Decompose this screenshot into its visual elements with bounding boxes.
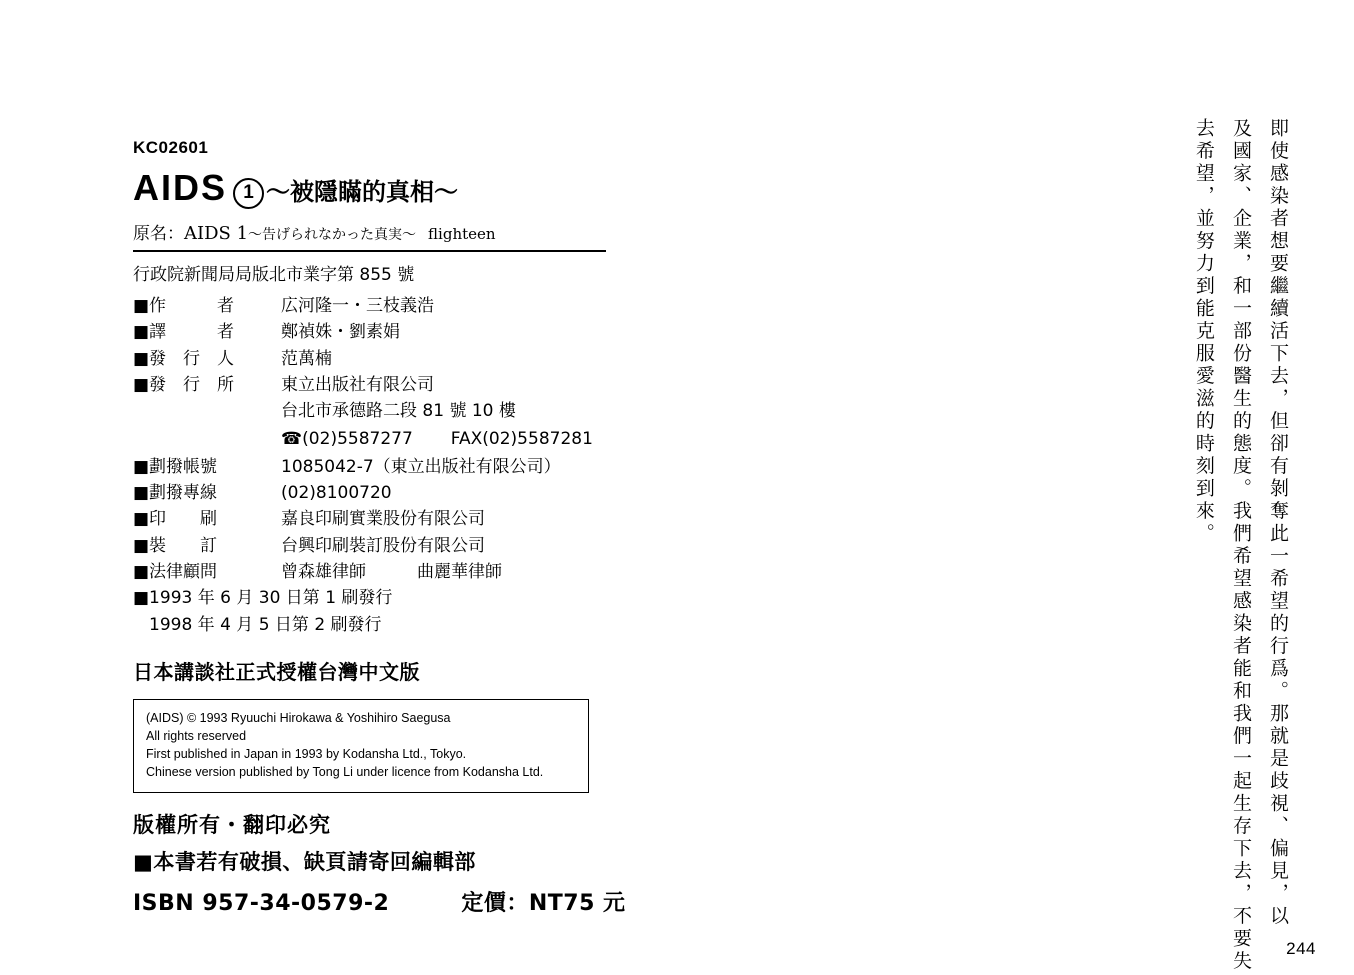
afterword-column: 即使感染者想要繼續活下去，但卻有剝奪此一希望的行爲。那就是歧視、偏見，以	[1267, 118, 1289, 928]
credit-row	[133, 346, 753, 372]
price-value: 定價：NT75 元	[461, 890, 626, 916]
phone-number: ☎(02)5587277	[281, 428, 413, 449]
page-number: 244	[1286, 939, 1316, 958]
credit-value: 1085042-7（東立出版社有限公司）	[281, 456, 561, 477]
copyright-line: Chinese version published by Tong Li under licence from Kodansha Ltd.	[146, 765, 544, 780]
publisher-contact	[281, 425, 753, 454]
book-title-main: AIDS	[133, 167, 228, 208]
credit-row	[133, 319, 753, 345]
credit-value: 嘉良印刷實業股份有限公司	[281, 509, 485, 530]
volume-number-badge: 1	[233, 178, 264, 209]
fax-number: FAX(02)5587281	[450, 428, 593, 449]
second-printing-date: 1998 年 4 月 5 日第 2 刷發行	[149, 614, 382, 635]
original-title-extra: flighteen	[428, 225, 496, 243]
credit-label: ■譯 者	[133, 322, 235, 343]
credit-row	[133, 533, 753, 559]
colophon-block	[133, 138, 753, 917]
isbn-value: ISBN 957-34-0579-2	[133, 890, 390, 916]
credit-label: ■法律顧問	[133, 561, 218, 582]
credit-row	[133, 559, 753, 585]
kc-code: KC02601	[133, 138, 209, 157]
original-title-row	[133, 219, 753, 244]
credit-value: 范萬楠	[281, 348, 332, 369]
publisher-address: 台北市承德路二段 81 號 10 樓	[281, 401, 516, 422]
original-title-label: 原名：	[133, 224, 184, 244]
afterword-column: 去希望，並努力到能克服愛滋的時刻到來。	[1192, 118, 1215, 546]
original-title-value: AIDS 1	[184, 223, 249, 244]
credit-value: 東立出版社有限公司	[281, 375, 434, 396]
credit-label: ■裝 訂	[133, 535, 218, 556]
credit-label: ■印 刷	[133, 509, 218, 530]
afterword-column: 及國家、企業，和一部份醫生的態度。我們希望感染者能和我們一起生存下去，不要失	[1229, 118, 1252, 973]
book-title	[133, 168, 753, 211]
credit-row	[133, 506, 753, 532]
copyright-line: (AIDS) © 1993 Ryuuchi Hirokawa & Yoshihiro Saegusa	[146, 711, 451, 726]
credit-row	[133, 372, 753, 398]
credit-value: 曾森雄律師 曲麗華律師	[281, 561, 502, 582]
first-printing-date: ■1993 年 6 月 30 日第 1 刷發行	[133, 588, 393, 609]
credit-row	[133, 454, 753, 480]
credit-label: ■發 行 所	[133, 375, 235, 396]
original-title-sub: ～告げられなかった真実～	[248, 227, 417, 243]
credits-list	[133, 293, 753, 638]
credit-row	[133, 293, 753, 319]
credit-value: 鄭禎姝・劉素娟	[281, 322, 400, 343]
isbn-price-row	[133, 886, 753, 917]
credit-value: 台興印刷裝訂股份有限公司	[281, 535, 485, 556]
copyright-line: All rights reserved	[146, 729, 247, 744]
divider-rule	[133, 250, 606, 252]
all-rights-reserved-line: 版權所有・翻印必究	[133, 812, 331, 837]
credit-label: ■發 行 人	[133, 348, 235, 369]
copyright-line: First published in Japan in 1993 by Kodansha Ltd., Tokyo.	[146, 747, 467, 762]
credit-label: ■劃撥帳號	[133, 456, 218, 477]
credit-row	[133, 480, 753, 506]
licence-line: 日本講談社正式授權台灣中文版	[133, 660, 420, 685]
government-registration-line: 行政院新聞局局版北市業字第 855 號	[133, 265, 415, 285]
credit-label: ■劃撥專線	[133, 482, 218, 503]
book-title-sub: ～被隱瞞的真相～	[266, 178, 459, 206]
damaged-copy-notice: ■本書若有破損、缺頁請寄回編輯部	[133, 849, 476, 874]
credit-value: 広河隆一・三枝義浩	[281, 296, 434, 316]
credit-value: (02)8100720	[281, 482, 392, 503]
copyright-box	[133, 699, 589, 793]
afterword-vertical-text	[1185, 118, 1296, 973]
credit-label: ■作 者	[133, 296, 235, 316]
